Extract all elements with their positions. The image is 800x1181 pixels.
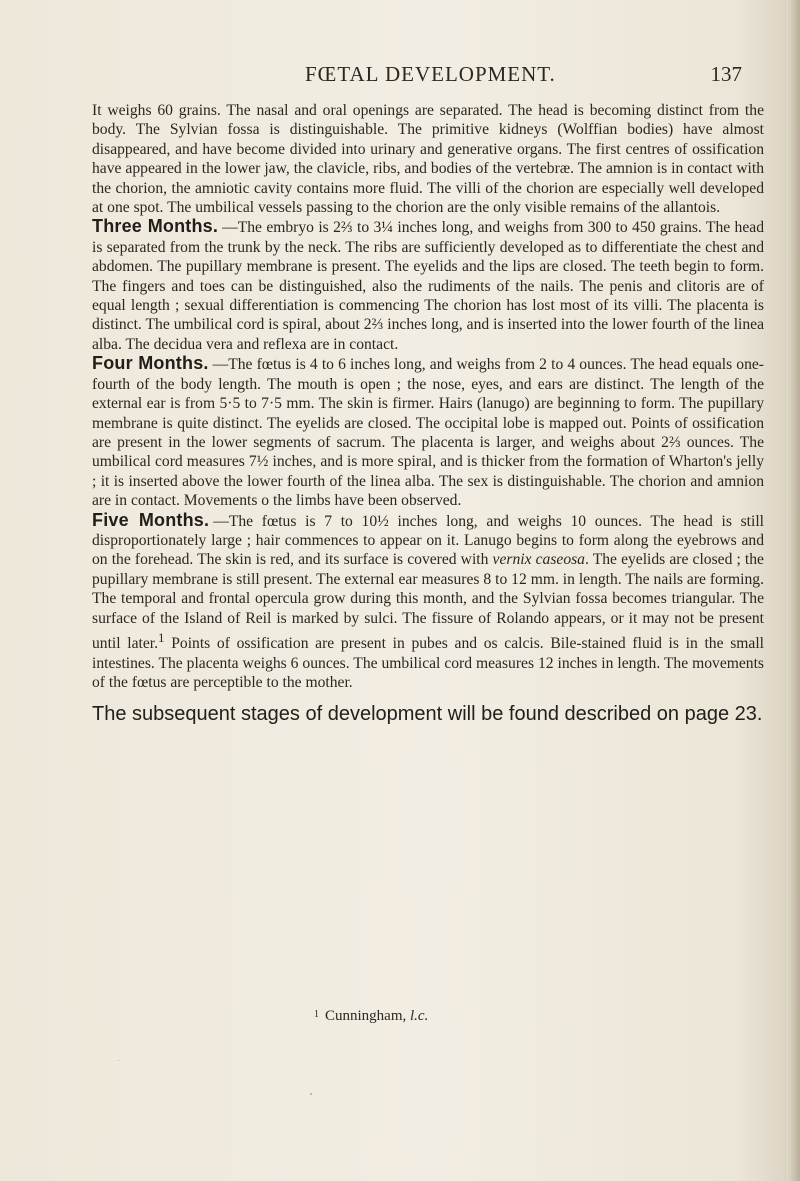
- paper-speck: [310, 1093, 312, 1095]
- four-months-text: —The fœtus is 4 to 6 inches long, and weighs from 2 to 4 ounces. The head equals one-fourth of the body length. The mouth is open ; the nose, eyes, and ears are distinct. The length of the external ear is from 5·5 to 7·5 mm. The skin is firmer. Hairs (lanugo) are beginning to form. The pupillary membrane is quite distinct. The eyelids are closed. The occipital lobe is mapped out. Points of ossification are present in the lower segments of sacrum. The placenta is larger, and weighs about 2⅔ ounces. The umbilical cord measures 7½ inches, and is more spiral, and is thicker from the formation of Wharton's jelly ; it is inserted above the lower fourth of the linea alba. The sex is distinguishable. The chorion and amnion are in contact. Movements o the limbs have been observed.: [92, 356, 764, 510]
- footnote-text: Cunningham,: [325, 1008, 410, 1024]
- vernix-term: vernix caseosa: [492, 551, 585, 569]
- footnote: [314, 1008, 428, 1025]
- paper-speck: [118, 1060, 119, 1061]
- five-months-text-1: —The fœtus is 7 to 10½ inches long, and weighs 10 ounces. The head is still disproportionately large ; hair commences to appear on it. Lanugo begins to form along the eyebrows and on the forehead. The skin is red, and its surface is covered with: [92, 512, 764, 569]
- footnote-marker: 1: [314, 1009, 319, 1020]
- five-months-text-2: . The eyelids are closed ; the pupillary membrane is still present. The external ear measures 8 to 12 mm. in length. The nails are forming. The temporal and frontal opercula grow during this month, and the Sylvian fossa becomes triangular. The surface of the Island of Reil is marked by sulci. The fissure of Rolando appears, or it may not be present until later.: [92, 551, 764, 653]
- five-months-text-3: Points of ossification are present in pubes and os calcis. Bile-stained fluid is in the small intestines. The placenta weighs 6 ounces. The umbilical cord measures 12 inches in length. The movements of the fœtus are perceptible to the mother.: [92, 635, 764, 691]
- section-five-months: [92, 511, 764, 693]
- footnote-italic: l.c.: [410, 1008, 429, 1024]
- footnote-reference[interactable]: 1: [158, 629, 165, 645]
- chapter-title: FŒTAL DEVELOPMENT.: [305, 62, 556, 86]
- heading-five-months: Five Months.: [92, 509, 210, 530]
- page-edge: [785, 0, 800, 1181]
- body-text: [92, 101, 764, 726]
- heading-three-months: Three Months.: [92, 216, 219, 237]
- section-four-months: [92, 354, 764, 510]
- heading-four-months: Four Months.: [92, 353, 209, 374]
- section-three-months: [92, 217, 764, 354]
- running-head: [94, 60, 754, 90]
- three-months-text: —The embryo is 2⅔ to 3¼ inches long, and weighs from 300 to 450 grains. The head is separated from the trunk by the neck. The ribs are sufficiently developed as to differentiate the chest and abdomen. The pupillary membrane is present. The eyelids and the lips are closed. The teeth begin to form. The fingers and toes can be distinguished, also the rudiments of the nails. The penis and clitoris are of equal length ; sexual differentiation is commencing The chorion has lost most of its villi. The placenta is distinct. The umbilical cord is spiral, about 2⅔ inches long, and is inserted into the lower fourth of the linea alba. The decidua vera and reflexa are in contact.: [92, 219, 764, 353]
- page-number: 137: [710, 62, 742, 86]
- paragraph-intro: It weighs 60 grains. The nasal and oral openings are separated. The head is becoming distinct from the body. The Sylvian fossa is distinguishable. The primitive kidneys (Wolffian bodies) have almost disappeared, and have become divided into urinary and generative organs. The first centres of ossification have appeared in the lower jaw, the clavicle, ribs, and bodies of the vertebræ. The amnion is in contact with the chorion, the amniotic cavity contains more fluid. The villi of the chorion are especially well developed at one spot. The umbilical vessels passing to the chorion are the only visible remains of the allantois.: [92, 102, 764, 217]
- closing-sentence: The subsequent stages of development will be found described on page 23.: [92, 703, 763, 726]
